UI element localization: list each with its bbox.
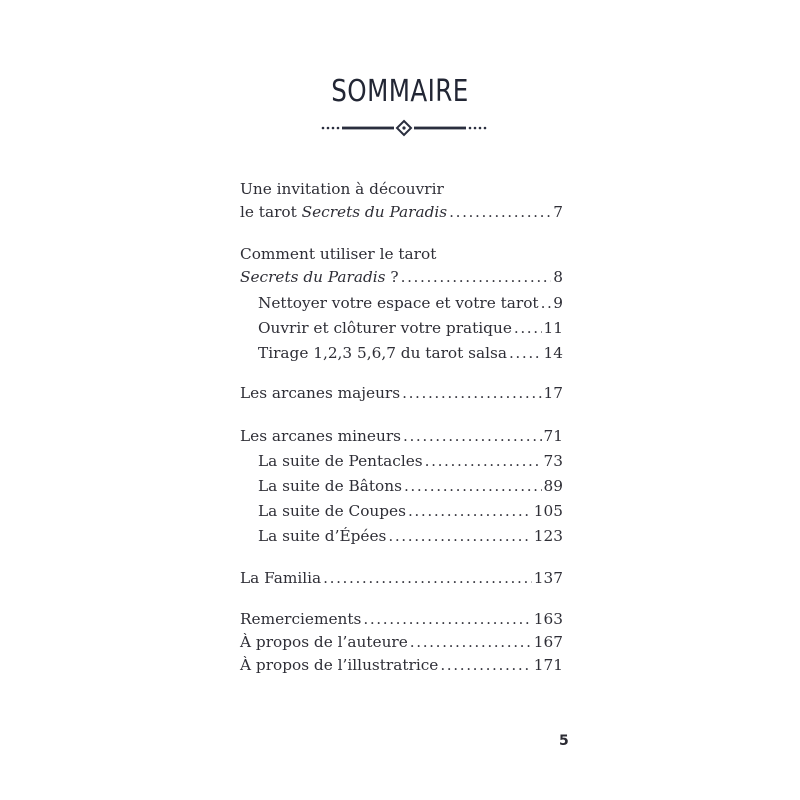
toc-entry-label: Tirage 1,2,3 5,6,7 du tarot salsa: [258, 344, 507, 362]
leader-dots: [425, 449, 542, 474]
toc-entry-label: Comment utiliser le tarot: [240, 245, 437, 263]
toc-subentry[interactable]: [240, 474, 563, 499]
page-title: SOMMAIRE: [331, 74, 469, 109]
leader-dots: [401, 266, 552, 289]
leader-dots: [514, 316, 542, 341]
toc-page-number: 7: [553, 203, 563, 221]
toc-entry-label: Remerciements: [240, 610, 362, 628]
toc-entry-auteure[interactable]: [240, 631, 563, 654]
toc-entry-label-italic: Secrets du Paradis: [301, 203, 448, 221]
toc-entry-label: Les arcanes mineurs: [240, 427, 401, 445]
toc-entry-label: À propos de l’illustratrice: [240, 656, 439, 674]
toc-subentry[interactable]: [240, 291, 563, 316]
toc-entry-label: La suite d’Épées: [258, 527, 387, 545]
toc-page-number: 105: [533, 502, 563, 520]
toc-page-number: 8: [553, 268, 563, 286]
leader-dots: [410, 631, 532, 654]
leader-dots: [363, 608, 531, 631]
toc-subentry[interactable]: [240, 341, 563, 366]
toc-entry-la-familia[interactable]: [240, 567, 563, 590]
page-number: 5: [559, 733, 569, 749]
toc-entry-label: Une invitation à découvrir: [240, 180, 444, 198]
toc-entry-label-italic: Secrets du Paradis: [240, 268, 386, 286]
toc-entry-label: À propos de l’auteure: [240, 633, 408, 651]
leader-dots: [323, 567, 532, 590]
leader-dots: [388, 524, 531, 549]
toc-entry-label: La suite de Coupes: [258, 502, 406, 520]
toc-page-number: 73: [543, 452, 563, 470]
toc-entry-label: Ouvrir et clôturer votre pratique: [258, 319, 512, 337]
toc-subentry[interactable]: [240, 524, 563, 549]
table-of-contents: [240, 178, 563, 677]
toc-page-number: 17: [543, 384, 563, 402]
toc-entry-label: La suite de Pentacles: [258, 452, 423, 470]
toc-entry-label: ?: [385, 268, 399, 286]
toc-page-number: 9: [553, 294, 563, 312]
toc-page-number: 71: [543, 427, 563, 445]
toc-entry-label: La suite de Bâtons: [258, 477, 402, 495]
toc-entry-label: Nettoyer votre espace et votre tarot: [258, 294, 539, 312]
toc-page-number: 167: [533, 633, 563, 651]
leader-dots: [440, 654, 531, 677]
leader-dots: [541, 291, 552, 316]
toc-entry-illustratrice[interactable]: [240, 654, 563, 677]
toc-entry-label: La Familia: [240, 569, 322, 587]
toc-page-number: 14: [543, 344, 563, 362]
toc-page-number: 171: [533, 656, 563, 674]
toc-entry-comment-utiliser[interactable]: [240, 243, 563, 289]
toc-page-number: 163: [533, 610, 563, 628]
toc-subentry[interactable]: [240, 316, 563, 341]
toc-entry-arcanes-mineurs[interactable]: [240, 425, 563, 448]
toc-entry-arcanes-majeurs[interactable]: [240, 382, 563, 405]
toc-subentry[interactable]: [240, 499, 563, 524]
toc-entry-remerciements[interactable]: [240, 608, 563, 631]
leader-dots: [408, 499, 532, 524]
leader-dots: [403, 425, 542, 448]
leader-dots: [404, 474, 542, 499]
toc-page-number: 137: [533, 569, 563, 587]
toc-page-number: 89: [543, 477, 563, 495]
toc-entry-label: le tarot: [240, 203, 302, 221]
leader-dots: [402, 382, 541, 405]
toc-entry-label: Les arcanes majeurs: [240, 384, 401, 402]
toc-page-number: 11: [543, 319, 563, 337]
ornament-divider: [320, 118, 488, 138]
leader-dots: [509, 341, 542, 366]
toc-entry-invitation[interactable]: [240, 178, 563, 224]
leader-dots: [449, 201, 551, 224]
toc-subentry[interactable]: [240, 449, 563, 474]
toc-page-number: 123: [533, 527, 563, 545]
